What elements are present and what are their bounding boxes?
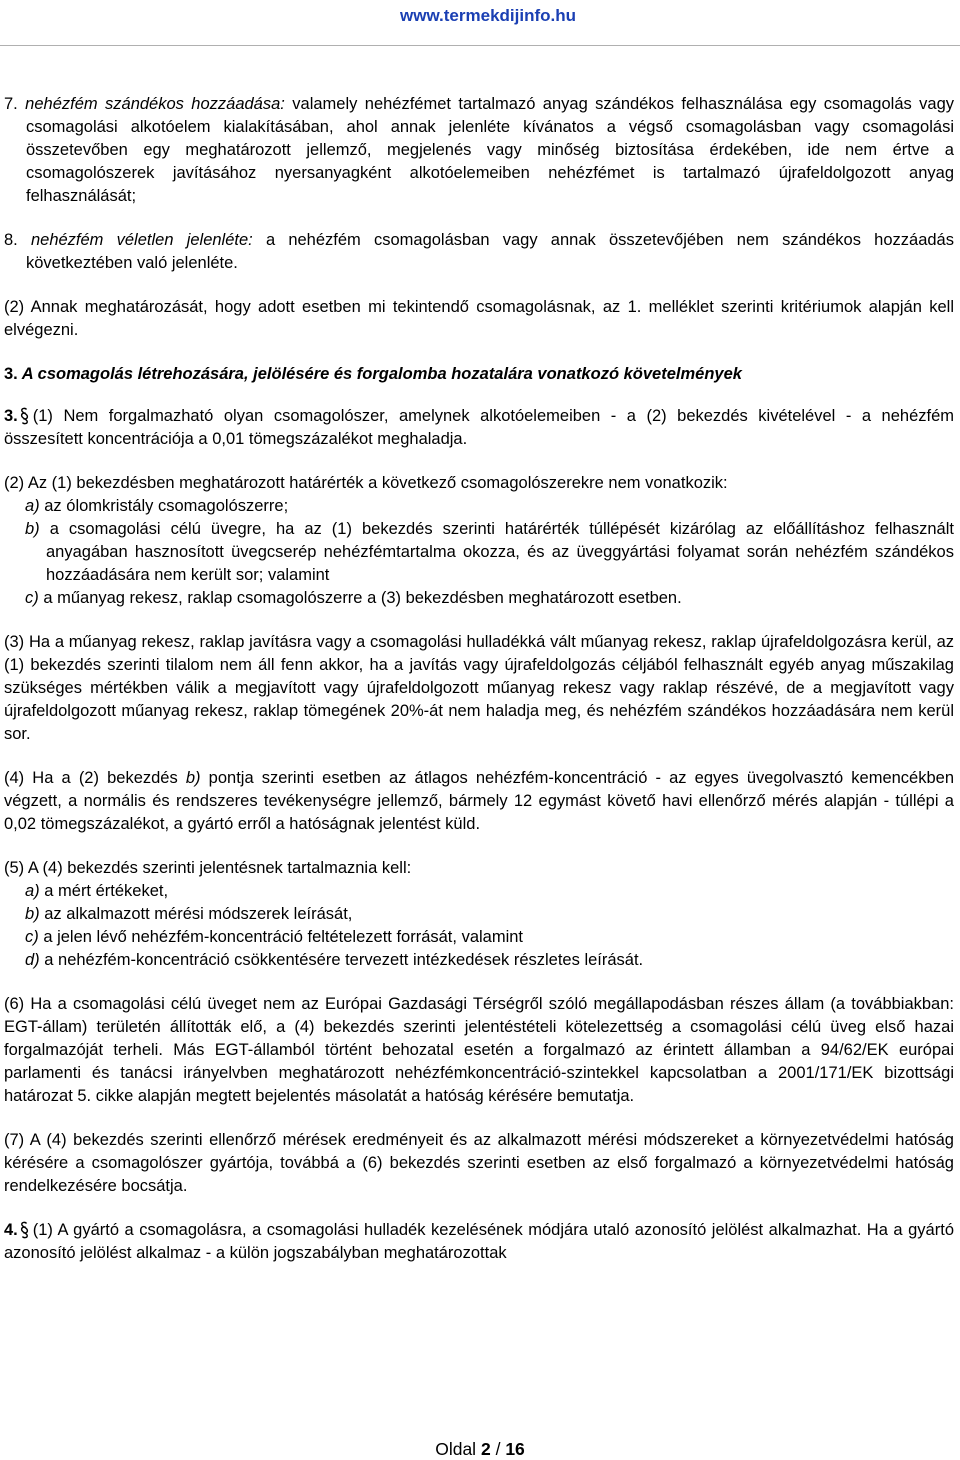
section-heading-3: 3. A csomagolás létrehozására, jelölésére és forgalomba hozatalára vonatkozó követelmények — [4, 365, 742, 383]
paragraph-3-6: (6) Ha a csomagolási célú üveget nem az Európai Gazdasági Térségről szóló megállapodásban részes állam (a továbbiakban: EGT-állam) területén állították elő, a (4) bekezdés szerinti jelentéstételi kötelezettség a csomagolási célú üveg első hazai forgalmazóját terheli. Más EGT-államból történt behozatal esetén a forgalmazó az érintett államban a 94/62/EK európai parlamenti és tanácsi irányelvben meghatározott nehézfémkoncentráció-szintekkel kapcsolatban a 2001/171/EK bizottsági határozat 5. cikke alapján megtett bejelentés másolatát a hatóság kérésére bemutatja. — [4, 995, 954, 1105]
paragraph-3-1: 3. (1) Nem forgalmazható olyan csomagolószer, amelynek alkotóelemeiben - a (2) bekezdés kivételével - a nehézfém összesített koncentrációja a 0,01 tömegszázalékot meghaladja. — [4, 407, 954, 448]
defined-term: nehézfém véletlen jelenléte: — [30, 231, 253, 249]
site-link[interactable]: www.termekdijinfo.hu — [400, 6, 576, 25]
list-item-d: d) a nehézfém-koncentráció csökkentésére tervezett intézkedések részletes leírását. — [25, 951, 644, 969]
definition-8 — [4, 229, 954, 275]
paragraph-4-1: 4. (1) A gyártó a csomagolásra, a csomagolási hulladék kezelésének módjára utaló azonosító jelölést alkalmazhat. Ha a gyártó azonosító jelölést alkalmaz - a külön jogszabályban meghatározottak — [4, 1221, 954, 1262]
definition-7 — [4, 93, 954, 208]
list-item-b: b) a csomagolási célú üvegre, ha az (1) bekezdés szerinti határérték túllépését kizárólag az előállításhoz felhasznált anyagában hasznosított üvegcserép nehézfémtartalma okozza, és az üveggyártási folyamat során nehézfém szándékos hozzáadására nem került sor; valamint — [25, 520, 954, 584]
document-body — [4, 93, 954, 1265]
defined-term: nehézfém szándékos hozzáadása: — [25, 95, 285, 113]
section-sign-icon — [20, 407, 29, 425]
header-rule — [0, 45, 960, 46]
item-number: 8. — [4, 231, 18, 249]
section-sign-icon — [20, 1221, 29, 1239]
section-number: 4. — [4, 1221, 18, 1239]
page-separator: / — [495, 1439, 501, 1459]
list-item-b: b) az alkalmazott mérési módszerek leírását, — [25, 905, 353, 923]
list-item-a: a) a mért értékeket, — [25, 882, 169, 900]
page-footer — [0, 1439, 960, 1460]
page-current: 2 — [480, 1439, 491, 1459]
list-item-c: c) a jelen lévő nehézfém-koncentráció feltételezett forrását, valamint — [25, 928, 524, 946]
paragraph-3-3: (3) Ha a műanyag rekesz, raklap javításra vagy a csomagolási hulladékká vált műanyag rekesz, raklap újrafeldolgozásra kerül, az (1) bekezdés szerinti tilalom nem áll fenn akkor, ha a javítás vagy újrafeldolgozás céljából felhasznált egyéb anyag műszakilag szükséges mértékben válik a megjavított vagy újrafeldolgozott műanyag rekesz vagy raklap részévé, de a megjavított vagy újrafeldolgozott műanyag rekesz, raklap tömegének 20%-át nem haladja meg, és nehézfém szándékos hozzáadására nem kerül sor. — [4, 633, 954, 743]
list-item-a: a) az ólomkristály csomagolószerre; — [25, 497, 289, 515]
paragraph-3-5-intro: (5) A (4) bekezdés szerinti jelentésnek tartalmaznia kell: — [4, 859, 412, 877]
paragraph-3-7: (7) A (4) bekezdés szerinti ellenőrző mérések eredményeit és az alkalmazott mérési módszereket a környezetvédelmi hatóság kérésére a csomagolószer gyártója, továbbá a (6) bekezdés szerinti esetben az első forgalmazó a környezetvédelmi hatóság rendelkezésére bocsátja. — [4, 1131, 954, 1195]
page-label: Oldal — [435, 1439, 477, 1459]
paragraph-2-2: (2) Annak meghatározását, hogy adott esetben mi tekintendő csomagolásnak, az 1. melléklet szerinti kritériumok alapján kell elvégezni. — [4, 298, 954, 339]
page-total: 16 — [505, 1439, 525, 1459]
paragraph-3-2-intro: (2) Az (1) bekezdésben meghatározott határérték a következő csomagolószerekre nem vonatkozik: — [4, 474, 728, 492]
paragraph-3-4: (4) Ha a (2) bekezdés b) pontja szerinti esetben az átlagos nehézfém-koncentráció - az egyes üvegolvasztó kemencékben végzett, a normális és rendszeres tevékenységre jellemző, bármely 12 egymást követő havi ellenőrző mérés alapján - túllépi a 0,02 tömegszázalékot, a gyártó erről a hatóságnak jelentést küld. — [4, 769, 955, 833]
definition-text: a nehézfém csomagolásban vagy annak összetevőjében nem szándékos hozzáadás következtében való jelenléte. — [26, 231, 954, 272]
list-item-c: c) a műanyag rekesz, raklap csomagolószerre a (3) bekezdésben meghatározott esetben. — [25, 589, 682, 607]
item-number: 7. — [4, 95, 18, 113]
section-number: 3. — [4, 407, 18, 425]
definition-text: valamely nehézfémet tartalmazó anyag szándékos felhasználása egy csomagolás vagy csomagolási alkotóelem kialakításában, ahol annak jelenléte kívánatos a végső csomagolásban vagy csomagolási összetevőben egy meghatározott jellemző, megjelenés vagy minőség biztosítása érdekében, ide nem értve a csomagolószerek javításához nyersanyagként alkotóelemeiben nehézfémet is tartalmazó újrafeldolgozott anyag felhasználását; — [26, 95, 954, 205]
